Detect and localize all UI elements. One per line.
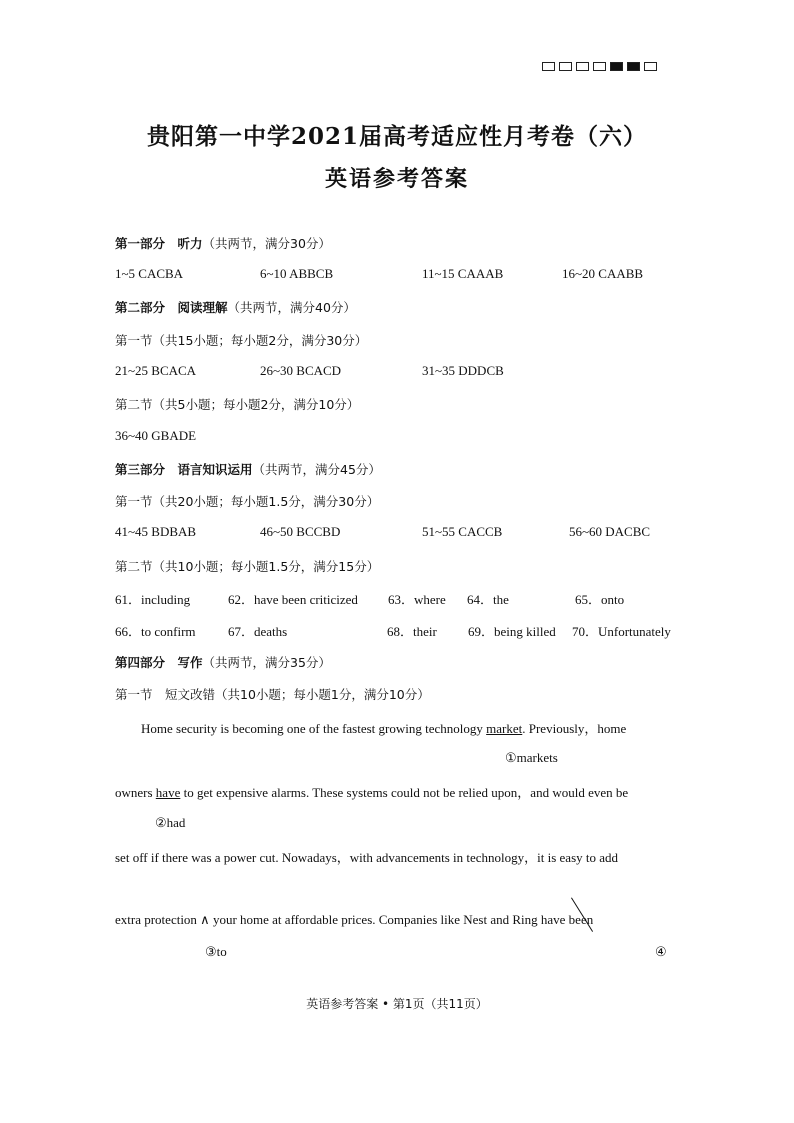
- part4-heading: [115, 653, 331, 671]
- part3-section2-heading: 第二节（共10小题；每小题1.5分，满分15分）: [115, 559, 380, 574]
- part1-heading: [115, 234, 331, 252]
- passage-text: extra protection ∧ your home at affordable prices. Companies like Nest and Ring have: [115, 912, 569, 927]
- code-box: [576, 62, 589, 71]
- struck-word: been: [568, 912, 594, 927]
- part2-section2-heading: 第二节（共5小题；每小题2分，满分10分）: [115, 397, 360, 412]
- fill-answer: 62．have been criticized: [228, 592, 358, 607]
- correction-note-3: ③to: [205, 944, 227, 959]
- part1-heading-text: 第一部分 听力: [115, 236, 203, 251]
- correction-note-2: ②had: [155, 815, 186, 830]
- code-box: [644, 62, 657, 71]
- fill-answer: 61．including: [115, 592, 191, 607]
- fill-answer: 66．to confirm: [115, 624, 196, 639]
- part4-heading-sub: （共两节，满分35分）: [202, 655, 331, 670]
- passage-line-3: set off if there was a power cut. Nowadays，with advancements in technology，it is easy to add: [115, 850, 619, 865]
- answer-group: 6~10 ABBCB: [260, 266, 334, 281]
- answer-group: 46~50 BCCBD: [260, 524, 341, 539]
- fill-answer: 70．Unfortunately: [572, 624, 671, 639]
- fill-answer: 63．where: [388, 592, 446, 607]
- passage-line-2: [115, 782, 681, 801]
- passage-line-1: [141, 718, 681, 737]
- answer-group: 21~25 BCACA: [115, 363, 197, 378]
- code-box-filled: [610, 62, 623, 71]
- passage-text: to get expensive alarms. These systems could not be relied upon，and would even be: [180, 785, 629, 800]
- fill-answer: 67．deaths: [228, 624, 288, 639]
- exam-title: 贵阳第一中学2021届高考适应性月考卷（六）: [146, 123, 647, 150]
- fill-answer: 69．being killed: [468, 624, 556, 639]
- code-box-filled: [627, 62, 640, 71]
- answer-group: 36~40 GBADE: [115, 428, 197, 443]
- code-box: [542, 62, 555, 71]
- error-word-4: [569, 912, 594, 928]
- part2-heading: [115, 298, 356, 316]
- part2-heading-text: 第二部分 阅读理解: [115, 300, 228, 315]
- answer-group: 41~45 BDBAB: [115, 524, 197, 539]
- correction-note-1: ①markets: [505, 750, 558, 765]
- passage-text: . Previously，home: [522, 721, 627, 736]
- passage-line-4: [115, 912, 681, 928]
- part3-section1-heading: 第一节（共20小题；每小题1.5分，满分30分）: [115, 494, 380, 509]
- correction-note-4: ④: [655, 944, 667, 959]
- page-footer: 英语参考答案 • 第1页（共11页）: [306, 997, 488, 1011]
- passage-text: owners: [115, 785, 156, 800]
- fill-answer: 68．their: [387, 624, 437, 639]
- answer-group: 31~35 DDDCB: [422, 363, 504, 378]
- answer-key-title: 英语参考答案: [324, 166, 469, 192]
- part4-heading-text: 第四部分 写作: [115, 655, 203, 670]
- fill-answer: 65．onto: [575, 592, 625, 607]
- part3-heading: [115, 460, 381, 478]
- error-word-2: have: [155, 785, 181, 800]
- code-box: [559, 62, 572, 71]
- answer-group: 56~60 DACBC: [569, 524, 651, 539]
- part2-heading-sub: （共两节，满分40分）: [227, 300, 356, 315]
- part3-heading-text: 第三部分 语言知识运用: [115, 462, 253, 477]
- code-box: [593, 62, 606, 71]
- passage-text: Home security is becoming one of the fastest growing technology: [141, 721, 487, 736]
- fill-answer: 64．the: [467, 592, 509, 607]
- part2-section1-heading: 第一节（共15小题；每小题2分，满分30分）: [115, 333, 368, 348]
- part4-section1-heading: 第一节 短文改错（共10小题；每小题1分，满分10分）: [115, 687, 430, 702]
- answer-group: 1~5 CACBA: [115, 266, 184, 281]
- answer-group: 26~30 BCACD: [260, 363, 342, 378]
- part1-heading-sub: （共两节，满分30分）: [202, 236, 331, 251]
- error-word-1: market: [486, 721, 523, 736]
- part3-heading-sub: （共两节，满分45分）: [252, 462, 381, 477]
- answer-group: 11~15 CAAAB: [422, 266, 504, 281]
- answer-group: 51~55 CACCB: [422, 524, 503, 539]
- answer-group: 16~20 CAABB: [562, 266, 644, 281]
- paper-code-boxes: [542, 62, 657, 71]
